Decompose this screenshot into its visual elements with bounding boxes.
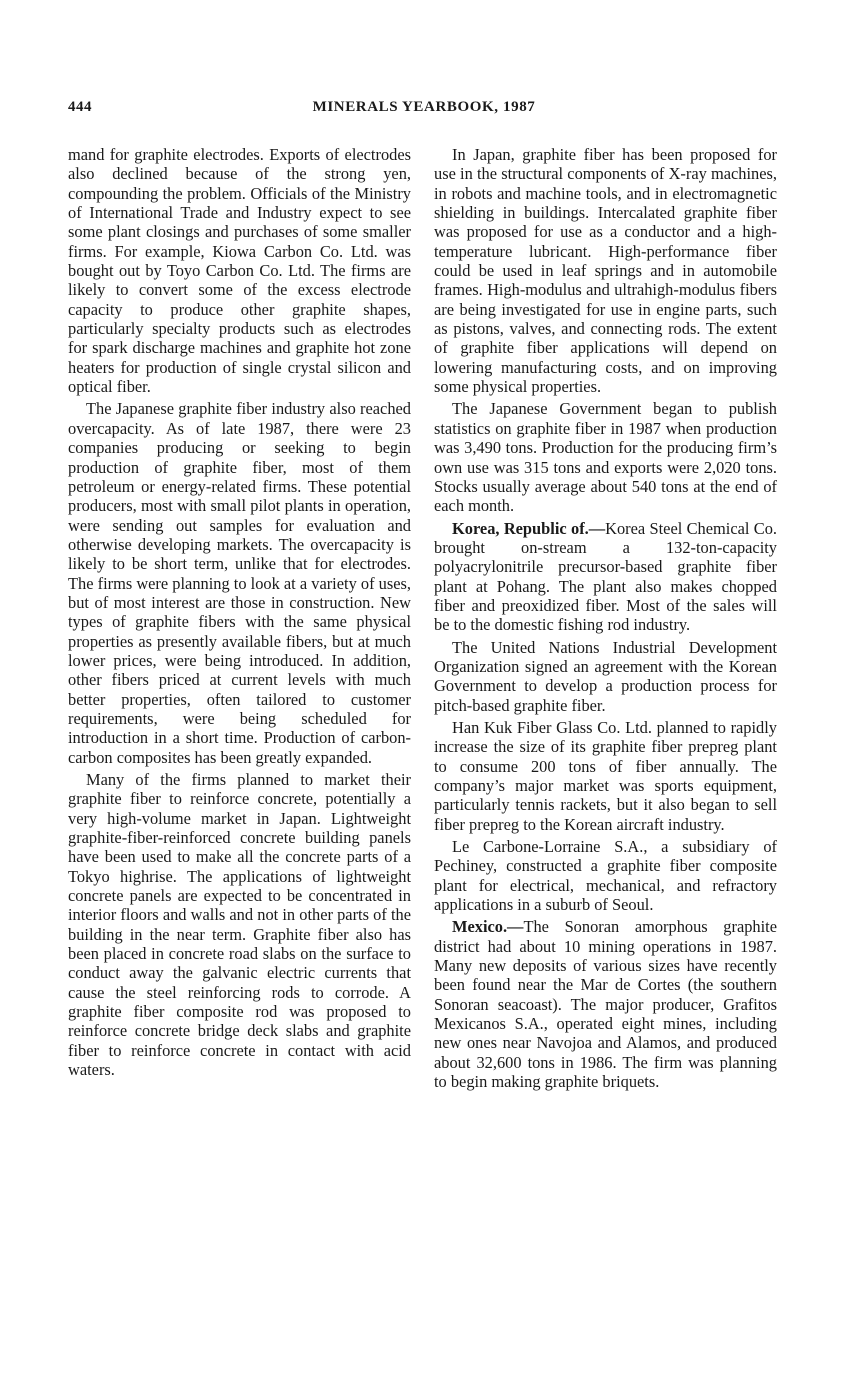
- paragraph-le-carbone-lorraine: Le Carbone-Lorraine S.A., a subsidiary of Pechiney, constructed a graphite fiber composite plant for electrical, mechanical, and refractory applications in a suburb of Seoul.: [434, 837, 777, 915]
- section-heading-mexico: Mexico.—: [452, 917, 524, 937]
- paragraph-han-kuk: Han Kuk Fiber Glass Co. Ltd. planned to rapidly increase the size of its graphite fiber prepreg plant to consume 200 tons of fiber annually. The company’s major market was sports equipment, particularly tennis rackets, but it also began to sell fiber prepreg to the Korean aircraft industry.: [434, 717, 777, 834]
- paragraph-japan-statistics: The Japanese Government began to publish statistics on graphite fiber in 1987 when production was 3,490 tons. Production for the producing firm’s own use was 315 tons and exports were 2,020 tons. Stocks usually average about 540 tons at the end of each month.: [434, 399, 777, 516]
- paragraph-concrete-reinforcement: Many of the firms planned to market their graphite fiber to reinforce concrete, potentially a very high-volume market in Japan. Lightweight graphite-fiber-reinforced concrete building panels have been used to make all the concrete parts of a Tokyo highrise. The applications of lightweight concrete panels are expected to be concentrated in interior floors and walls and not in other parts of the building in the near term. Graphite fiber also has been placed in concrete road slabs on the surface to conduct away the galvanic electric currents that cause the steel reinforcing rods to corrode. A graphite fiber composite rod was proposed to reinforce concrete bridge deck slabs and graphite fiber to reinforce concrete in contact with acid waters.: [68, 770, 411, 1080]
- paragraph-mexico: [434, 917, 777, 1091]
- paragraph-korea: [434, 519, 777, 635]
- section-heading-korea: Korea, Republic of.—: [452, 518, 606, 538]
- left-column: [68, 145, 411, 1083]
- paragraph-electrodes-continued: mand for graphite electrodes. Exports of electrodes also declined because of the strong yen, compounding the problem. Officials of the Ministry of International Trade and Industry expect to see some plant closings and purchases of some smaller firms. For example, Kiowa Carbon Co. Ltd. was bought out by Toyo Carbon Co. Ltd. The firms are likely to convert some of the excess electrode capacity to produce other graphite shapes, particularly specialty products such as electrodes for spark discharge machines and graphite hot zone heaters for production of single crystal silicon and optical fiber.: [68, 145, 411, 397]
- page-header: [68, 99, 780, 123]
- paragraph-japan-fiber-uses: In Japan, graphite fiber has been proposed for use in the structural components of X-ray machines, in robots and machine tools, and in electromagnetic shielding in buildings. Intercalated graphite fiber was proposed for use as a conductor and a high-temperature lubricant. High-performance fiber could be used in leaf springs and in automobile frames. High-modulus and ultrahigh-modulus fibers are being investigated for use in engine parts, such as pistons, valves, and connecting rods. The extent of graphite fiber applications will depend on lowering manufacturing costs, and on improving some physical properties.: [434, 145, 777, 397]
- korea-text: Korea Steel Chemical Co. brought on-stream a 132-ton-capacity polyacrylonitrile precursor-based graphite fiber plant at Pohang. The plant also makes chopped fiber and preoxidized fiber. Most of the sales will be to the domestic fishing rod industry.: [434, 518, 777, 635]
- paragraph-unido-agreement: The United Nations Industrial Development Organization signed an agreement with the Korean Government to develop a production process for pitch-based graphite fiber.: [434, 637, 777, 715]
- running-head: MINERALS YEARBOOK, 1987: [312, 99, 536, 115]
- right-column: [434, 145, 777, 1095]
- mexico-text: The Sonoran amorphous graphite district had about 10 mining operations in 1987. Many new deposits of various sizes have recently been found near the Mar de Cortes (the southern Sonoran seacoast). The major producer, Grafitos Mexicanos S.A., operated eight mines, including new ones near Navojoa and Alamos, and produced about 32,600 tons in 1986. The firm was planning to begin making graphite briquets.: [434, 917, 777, 1092]
- paragraph-graphite-fiber-overcapacity: The Japanese graphite fiber industry also reached overcapacity. As of late 1987, there were 23 companies producing or seeking to begin production of graphite fiber, most of them petroleum or energy-related firms. These potential producers, most with small pilot plants in operation, were sending out samples for evaluation and otherwise developing markets. The overcapacity is likely to be short term, unlike that for electrodes. The firms were planning to look at a variety of uses, but of most interest are those in construction. New types of graphite fibers with the same physical properties as presently available fibers, but at much lower prices, were being introduced. In addition, other fibers priced at current levels with much better properties, often tailored to customer requirements, were being scheduled for introduction in a short time. Production of carbon-carbon composites has been greatly expanded.: [68, 399, 411, 767]
- page-number: 444: [68, 99, 92, 115]
